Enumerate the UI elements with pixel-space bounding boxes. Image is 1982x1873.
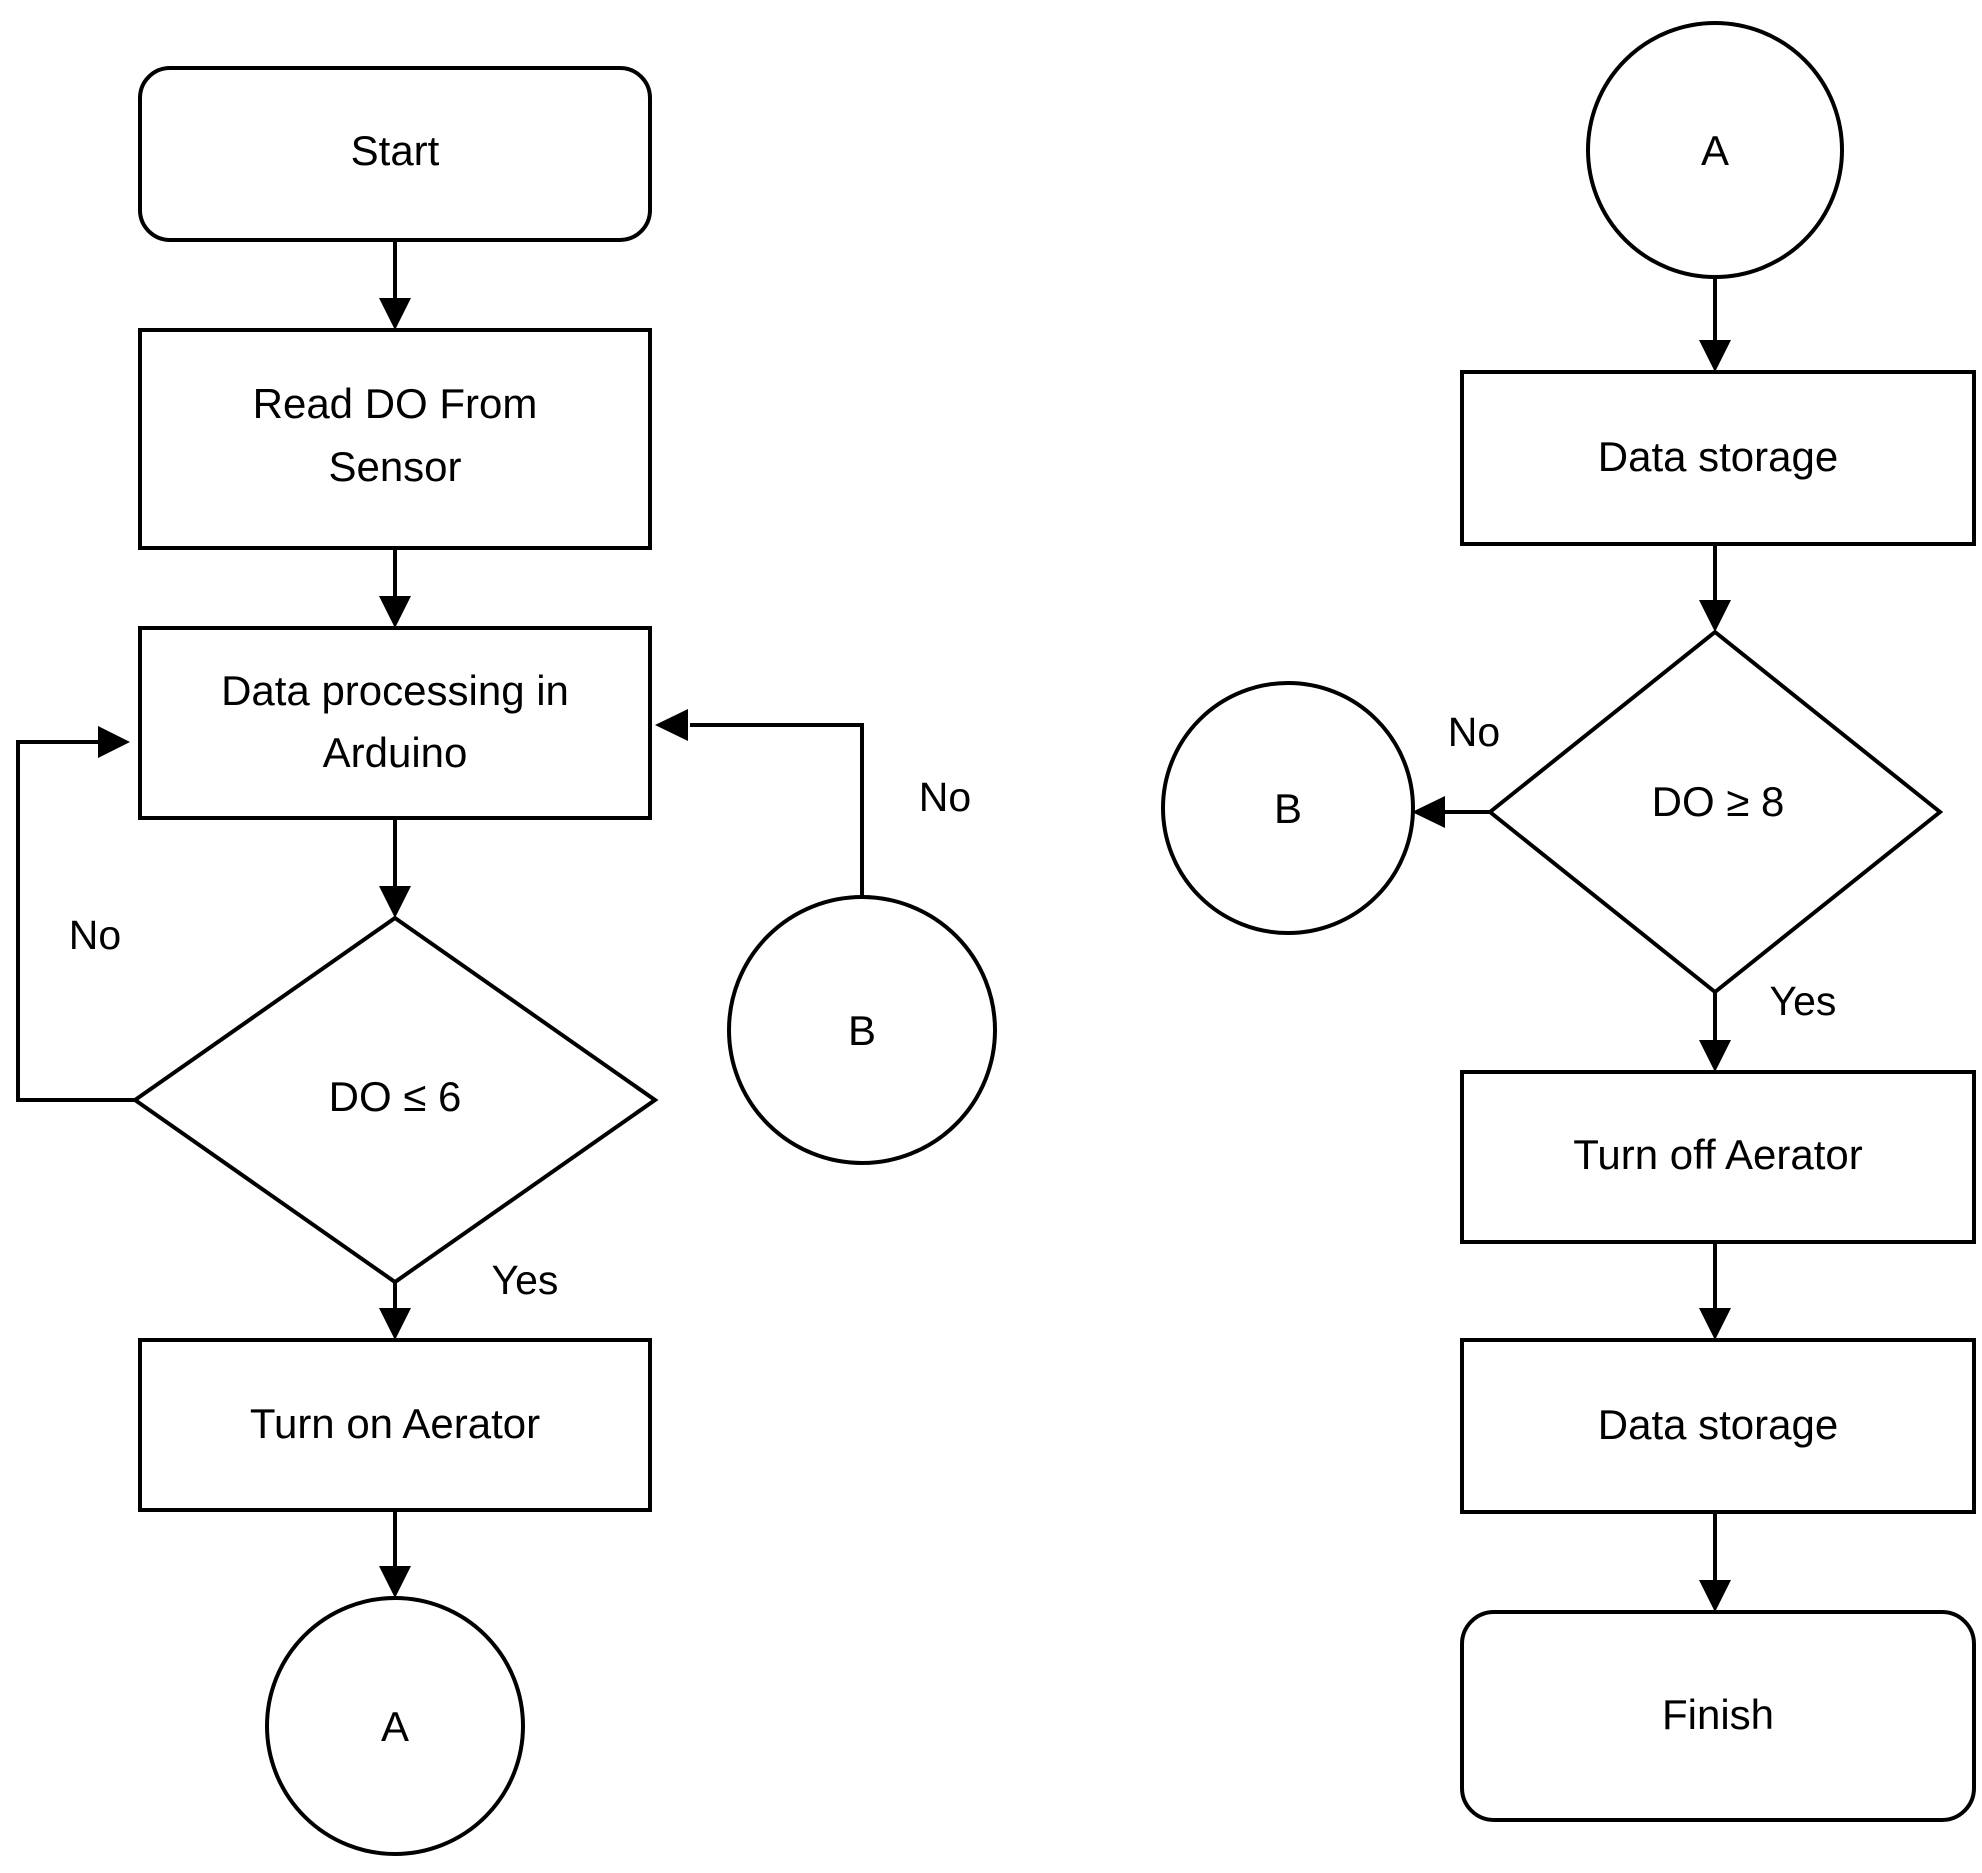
connector-a-out-label: A (380, 1703, 410, 1751)
data-storage-2-label: Data storage (1597, 1401, 1839, 1449)
edge-decision-yes-to-turnoff (1699, 978, 1836, 1072)
node-data-storage-1 (1462, 372, 1974, 544)
data-processing-shape (140, 628, 650, 818)
data-storage-1-label: Data storage (1597, 433, 1839, 481)
edge-start-to-read (379, 240, 411, 330)
edge-processing-to-decision (379, 818, 411, 918)
node-data-storage-2 (1462, 1340, 1974, 1512)
edge-label-connector-b-no: No (918, 773, 972, 820)
node-connector-a-out (267, 1598, 523, 1854)
edge-turnon-to-connector-a (379, 1510, 411, 1598)
edge-label-right-decision-yes: Yes (1769, 977, 1837, 1024)
start-label: Start (350, 127, 440, 175)
node-data-processing (140, 628, 650, 818)
connector-b-out-label: B (1273, 785, 1303, 833)
node-decision-do-low (135, 918, 655, 1282)
decision-do-low-label: DO ≤ 6 (328, 1073, 462, 1121)
data-processing-label-line1: Data processing in (221, 667, 569, 715)
read-do-shape (140, 330, 650, 548)
edge-decision-no-to-b (1412, 709, 1500, 828)
node-turn-on-aerator (140, 1340, 650, 1510)
edge-label-decision-no: No (68, 911, 122, 958)
edge-storage1-to-decision (1699, 544, 1731, 632)
node-start (140, 68, 650, 240)
edge-a-to-storage1 (1699, 277, 1731, 372)
edge-connector-b-to-processing (655, 709, 971, 897)
node-turn-off-aerator (1462, 1072, 1974, 1242)
node-decision-do-high (1490, 632, 1940, 992)
connector-a-in-label: A (1700, 127, 1730, 175)
connector-b-in-label: B (847, 1007, 877, 1055)
node-connector-b-in (729, 897, 995, 1163)
edge-decision-no-loop (18, 726, 135, 1100)
edge-read-to-processing (379, 548, 411, 628)
node-connector-b-out (1163, 683, 1413, 933)
edge-label-decision-yes: Yes (491, 1256, 559, 1303)
finish-label: Finish (1661, 1691, 1775, 1739)
read-do-label-line2: Sensor (328, 443, 462, 491)
node-read-do (140, 330, 650, 548)
node-finish (1462, 1612, 1974, 1820)
data-processing-label-line2: Arduino (322, 729, 468, 777)
turn-off-aerator-label: Turn off Aerator (1573, 1131, 1863, 1179)
edge-turnoff-to-storage2 (1699, 1242, 1731, 1340)
edge-label-right-decision-no: No (1447, 708, 1501, 755)
read-do-label-line1: Read DO From (252, 380, 538, 428)
decision-do-high-label: DO ≥ 8 (1651, 778, 1785, 826)
node-connector-a-in (1588, 23, 1842, 277)
edge-storage2-to-finish (1699, 1512, 1731, 1612)
turn-on-aerator-label: Turn on Aerator (249, 1400, 541, 1448)
